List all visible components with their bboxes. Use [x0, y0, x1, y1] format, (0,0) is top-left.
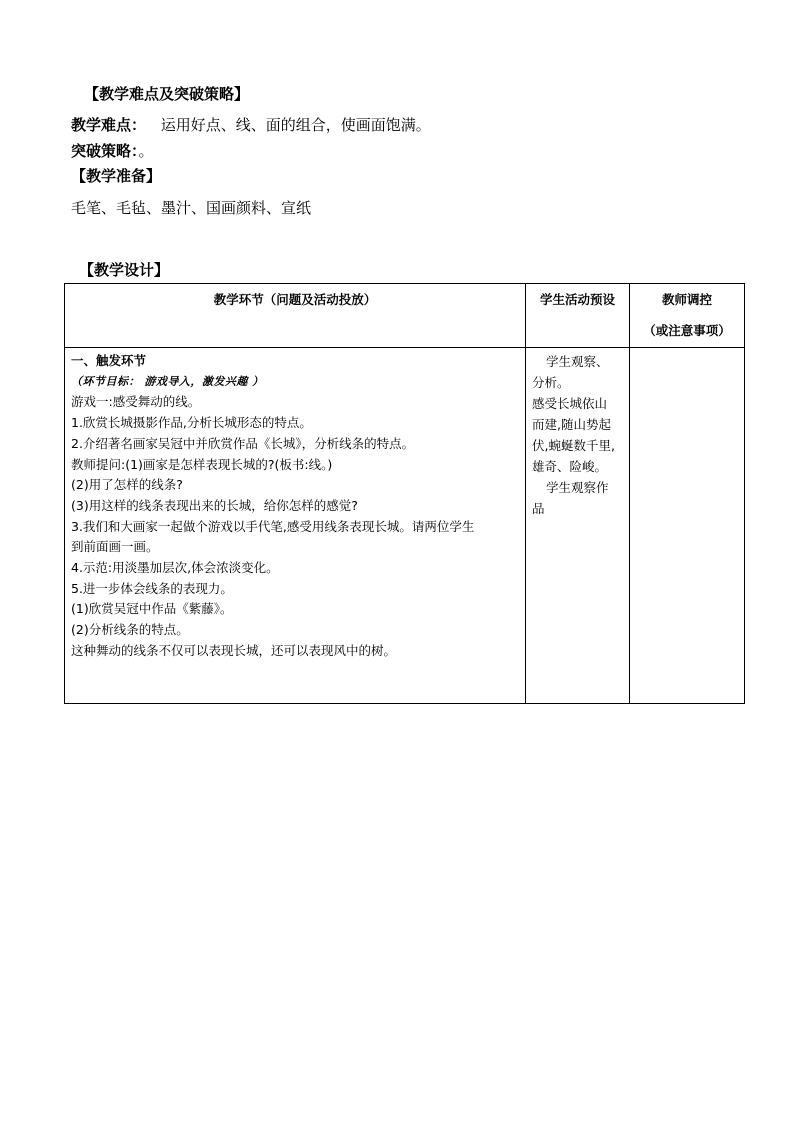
section-goal: （环节目标： 游戏导入，激发兴趣 ）	[71, 374, 264, 388]
content-line: 教师提问:(1)画家是怎样表现长城的?(板书:线。)	[71, 456, 333, 472]
content-line: (2)分析线条的特点。	[71, 622, 189, 638]
student-line: 伏,蜿蜒数千里,	[532, 438, 615, 453]
teacher-control-cell	[630, 348, 745, 704]
breakthrough-row	[71, 140, 154, 161]
header-student-activity: 学生活动预设	[539, 292, 615, 307]
design-heading: 【教学设计】	[79, 261, 170, 279]
difficulty-row	[71, 114, 431, 135]
content-line: 这种舞动的线条不仅可以表现长城，还可以表现风中的树。	[71, 642, 397, 658]
content-line: (1)欣赏吴冠中作品《紫藤》。	[71, 601, 233, 617]
difficulty-heading: 【教学难点及突破策略】	[84, 85, 250, 103]
header-activities: 教学环节（问题及活动投放）	[213, 292, 377, 307]
student-line: 分析。	[532, 375, 570, 390]
difficulty-label: 教学难点：	[71, 116, 147, 134]
student-line: 学生观察、	[546, 354, 609, 369]
activities-cell	[65, 348, 526, 704]
breakthrough-label: 突破策略：	[71, 142, 139, 160]
content-line: 5.进一步体会线条的表现力。	[71, 580, 233, 596]
student-line: 感受长城依山	[532, 396, 608, 411]
student-line: 雄奇、险峻。	[532, 459, 608, 474]
header-cell-teacher	[630, 284, 745, 348]
content-line: 3.我们和大画家一起做个游戏以手代笔,感受用线条表现长城。请两位学生	[71, 518, 475, 534]
student-line: 学生观察作	[546, 480, 609, 495]
content-line: 到前面画一画。	[71, 539, 159, 555]
content-line: 2.介绍著名画家吴冠中并欣赏作品《长城》，分析线条的特点。	[71, 435, 415, 451]
content-line: 4.示范:用淡墨加层次,体会浓淡变化。	[71, 560, 279, 576]
prep-heading: 【教学准备】	[71, 167, 162, 185]
table-header-row	[65, 284, 745, 348]
prep-text: 毛笔、毛毡、墨汁、国画颜料、宣纸	[71, 199, 312, 217]
content-line: 游戏一:感受舞动的线。	[71, 394, 201, 410]
student-line: 而建,随山势起	[532, 417, 611, 432]
teaching-design-table	[64, 283, 745, 704]
student-line: 品	[532, 501, 545, 516]
content-line: (2)用了怎样的线条?	[71, 477, 183, 493]
content-line: (3)用这样的线条表现出来的长城，给你怎样的感觉?	[71, 497, 358, 513]
student-activity-cell	[526, 348, 630, 704]
content-line: 1.欣赏长城摄影作品,分析长城形态的特点。	[71, 415, 312, 431]
header-notes: （或注意事项）	[643, 323, 731, 338]
header-teacher-control: 教师调控	[661, 292, 712, 307]
section-title: 一、触发环节	[71, 353, 147, 368]
header-cell-activities	[65, 284, 526, 348]
table-row	[65, 348, 745, 704]
header-cell-student	[526, 284, 630, 348]
breakthrough-text: 。	[138, 142, 154, 160]
difficulty-text: 运用好点、线、面的组合，使画面饱满。	[160, 116, 431, 134]
